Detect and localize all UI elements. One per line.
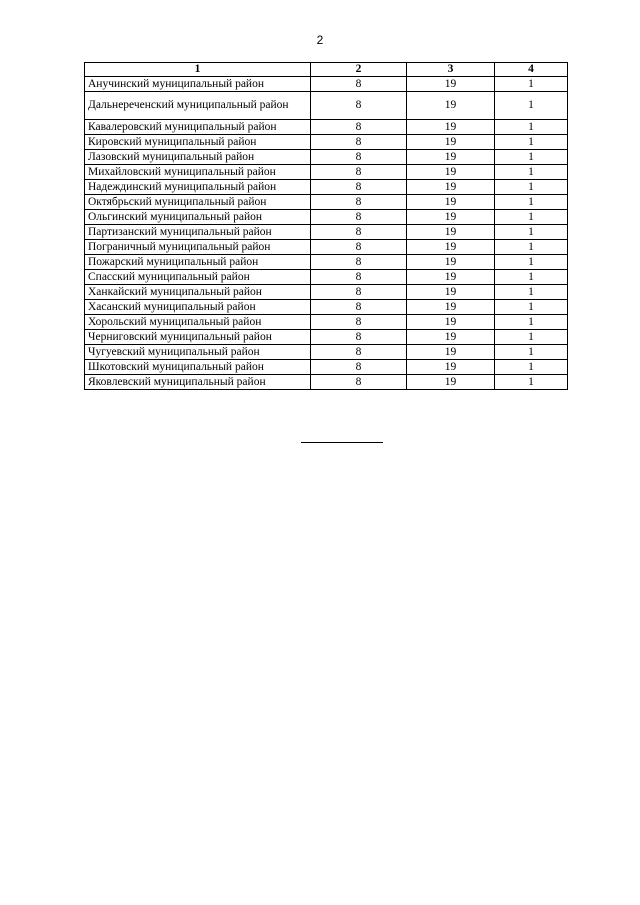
districts-table xyxy=(84,62,568,390)
table-row xyxy=(85,240,568,255)
column-3-cell: 19 xyxy=(407,195,495,210)
column-4-cell: 1 xyxy=(495,285,568,300)
column-3-cell: 19 xyxy=(407,165,495,180)
column-2-cell: 8 xyxy=(311,330,407,345)
column-4-cell: 1 xyxy=(495,210,568,225)
column-2-cell: 8 xyxy=(311,375,407,390)
table-row xyxy=(85,270,568,285)
column-2-cell: 8 xyxy=(311,180,407,195)
district-name-cell: Ханкайский муниципальный район xyxy=(85,285,311,300)
district-name-cell: Михайловский муниципальный район xyxy=(85,165,311,180)
column-2-cell: 8 xyxy=(311,270,407,285)
table-row xyxy=(85,77,568,92)
table-row xyxy=(85,210,568,225)
district-name-cell: Черниговский муниципальный район xyxy=(85,330,311,345)
table-row xyxy=(85,375,568,390)
column-header: 1 xyxy=(85,63,311,77)
table-row xyxy=(85,300,568,315)
column-3-cell: 19 xyxy=(407,180,495,195)
district-name-cell: Надеждинский муниципальный район xyxy=(85,180,311,195)
column-3-cell: 19 xyxy=(407,285,495,300)
column-2-cell: 8 xyxy=(311,195,407,210)
column-4-cell: 1 xyxy=(495,255,568,270)
table-row xyxy=(85,285,568,300)
column-3-cell: 19 xyxy=(407,255,495,270)
district-name-cell: Партизанский муниципальный район xyxy=(85,225,311,240)
column-4-cell: 1 xyxy=(495,150,568,165)
district-name-cell: Спасский муниципальный район xyxy=(85,270,311,285)
column-header: 4 xyxy=(495,63,568,77)
table-row xyxy=(85,360,568,375)
column-3-cell: 19 xyxy=(407,210,495,225)
column-4-cell: 1 xyxy=(495,92,568,120)
district-name-cell: Ольгинский муниципальный район xyxy=(85,210,311,225)
column-3-cell: 19 xyxy=(407,135,495,150)
column-4-cell: 1 xyxy=(495,345,568,360)
column-4-cell: 1 xyxy=(495,165,568,180)
column-2-cell: 8 xyxy=(311,135,407,150)
column-4-cell: 1 xyxy=(495,330,568,345)
column-2-cell: 8 xyxy=(311,300,407,315)
column-2-cell: 8 xyxy=(311,360,407,375)
column-2-cell: 8 xyxy=(311,225,407,240)
column-2-cell: 8 xyxy=(311,165,407,180)
column-2-cell: 8 xyxy=(311,120,407,135)
column-4-cell: 1 xyxy=(495,77,568,92)
column-4-cell: 1 xyxy=(495,270,568,285)
table-row xyxy=(85,165,568,180)
table-row xyxy=(85,150,568,165)
table-row xyxy=(85,92,568,120)
district-name-cell: Пограничный муниципальный район xyxy=(85,240,311,255)
column-3-cell: 19 xyxy=(407,77,495,92)
column-2-cell: 8 xyxy=(311,150,407,165)
column-2-cell: 8 xyxy=(311,315,407,330)
column-3-cell: 19 xyxy=(407,270,495,285)
district-name-cell: Анучинский муниципальный район xyxy=(85,77,311,92)
column-3-cell: 19 xyxy=(407,330,495,345)
table-row xyxy=(85,120,568,135)
column-2-cell: 8 xyxy=(311,255,407,270)
table-row xyxy=(85,135,568,150)
table-row xyxy=(85,180,568,195)
column-3-cell: 19 xyxy=(407,360,495,375)
column-4-cell: 1 xyxy=(495,360,568,375)
table-row xyxy=(85,255,568,270)
column-4-cell: 1 xyxy=(495,315,568,330)
column-header: 3 xyxy=(407,63,495,77)
column-4-cell: 1 xyxy=(495,195,568,210)
column-3-cell: 19 xyxy=(407,225,495,240)
column-2-cell: 8 xyxy=(311,92,407,120)
column-3-cell: 19 xyxy=(407,150,495,165)
column-2-cell: 8 xyxy=(311,345,407,360)
column-3-cell: 19 xyxy=(407,120,495,135)
page-number: 2 xyxy=(316,33,324,47)
column-3-cell: 19 xyxy=(407,240,495,255)
column-4-cell: 1 xyxy=(495,120,568,135)
column-header: 2 xyxy=(311,63,407,77)
column-4-cell: 1 xyxy=(495,180,568,195)
district-name-cell: Дальнереченский муниципальный район xyxy=(85,92,311,120)
district-name-cell: Кавалеровский муниципальный район xyxy=(85,120,311,135)
column-2-cell: 8 xyxy=(311,77,407,92)
column-2-cell: 8 xyxy=(311,285,407,300)
column-4-cell: 1 xyxy=(495,375,568,390)
column-3-cell: 19 xyxy=(407,300,495,315)
district-name-cell: Яковлевский муниципальный район xyxy=(85,375,311,390)
closing-line xyxy=(301,442,383,443)
district-name-cell: Чугуевский муниципальный район xyxy=(85,345,311,360)
column-2-cell: 8 xyxy=(311,240,407,255)
district-name-cell: Шкотовский муниципальный район xyxy=(85,360,311,375)
table-row xyxy=(85,225,568,240)
column-3-cell: 19 xyxy=(407,345,495,360)
district-name-cell: Пожарский муниципальный район xyxy=(85,255,311,270)
table-body xyxy=(85,77,568,390)
column-3-cell: 19 xyxy=(407,92,495,120)
district-name-cell: Хасанский муниципальный район xyxy=(85,300,311,315)
district-name-cell: Кировский муниципальный район xyxy=(85,135,311,150)
table-header-row xyxy=(85,63,568,77)
district-name-cell: Октябрьский муниципальный район xyxy=(85,195,311,210)
column-3-cell: 19 xyxy=(407,315,495,330)
column-4-cell: 1 xyxy=(495,225,568,240)
column-4-cell: 1 xyxy=(495,300,568,315)
table-row xyxy=(85,195,568,210)
district-name-cell: Хорольский муниципальный район xyxy=(85,315,311,330)
district-name-cell: Лазовский муниципальный район xyxy=(85,150,311,165)
table-row xyxy=(85,315,568,330)
table-row xyxy=(85,330,568,345)
column-3-cell: 19 xyxy=(407,375,495,390)
column-4-cell: 1 xyxy=(495,240,568,255)
column-4-cell: 1 xyxy=(495,135,568,150)
table-row xyxy=(85,345,568,360)
column-2-cell: 8 xyxy=(311,210,407,225)
